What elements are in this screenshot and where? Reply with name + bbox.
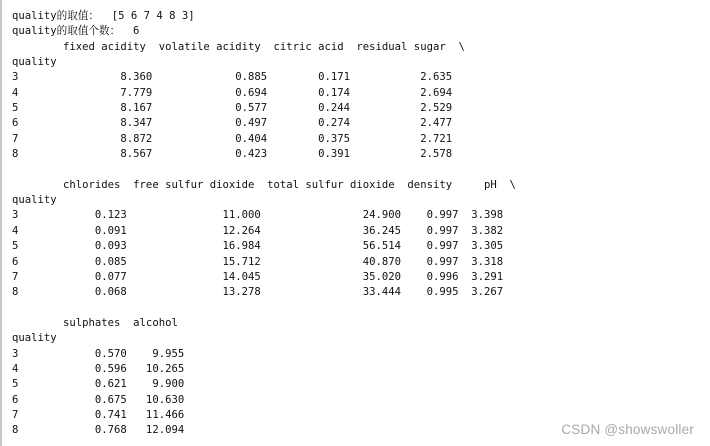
console-line: 8 0.768 12.094 xyxy=(12,424,185,437)
left-border xyxy=(0,0,2,446)
console-line: quality xyxy=(12,194,57,207)
console-line: 5 8.167 0.577 0.244 2.529 xyxy=(12,102,453,115)
console-line: fixed acidity volatile acidity citric acid residual sugar \ xyxy=(12,40,465,53)
console-line: 4 7.779 0.694 0.174 2.694 xyxy=(12,86,453,99)
console-line: quality xyxy=(12,332,57,345)
console-line: 7 0.077 14.045 35.020 0.996 3.291 xyxy=(12,270,504,283)
console-line: 6 0.085 15.712 40.870 0.997 3.318 xyxy=(12,255,504,268)
console-line: 7 0.741 11.466 xyxy=(12,408,185,421)
console-blank-line xyxy=(12,162,516,177)
console-line: 7 8.872 0.404 0.375 2.721 xyxy=(12,132,453,145)
console-line: 4 0.091 12.264 36.245 0.997 3.382 xyxy=(12,224,504,237)
console-line: 3 0.123 11.000 24.900 0.997 3.398 xyxy=(12,209,504,222)
console-line: sulphates alcohol xyxy=(12,316,178,329)
console-line: quality的取值： [5 6 7 4 8 3] xyxy=(12,10,195,22)
console-line: 8 0.068 13.278 33.444 0.995 3.267 xyxy=(12,286,504,299)
console-line: 3 0.570 9.955 xyxy=(12,347,185,360)
console-line: 6 8.347 0.497 0.274 2.477 xyxy=(12,117,453,130)
csdn-watermark: CSDN @showswoller xyxy=(561,422,694,437)
console-output xyxy=(12,9,516,439)
console-line: 3 8.360 0.885 0.171 2.635 xyxy=(12,71,453,84)
console-line: quality xyxy=(12,56,57,69)
console-line: 5 0.621 9.900 xyxy=(12,378,185,391)
console-blank-line xyxy=(12,301,516,316)
console-line: quality的取值个数： 6 xyxy=(12,25,140,38)
console-line: chlorides free sulfur dioxide total sulfur dioxide density pH \ xyxy=(12,178,516,191)
console-line: 8 8.567 0.423 0.391 2.578 xyxy=(12,148,453,161)
console-line: 5 0.093 16.984 56.514 0.997 3.305 xyxy=(12,240,504,253)
console-line: 6 0.675 10.630 xyxy=(12,393,185,406)
console-line: 4 0.596 10.265 xyxy=(12,362,185,375)
